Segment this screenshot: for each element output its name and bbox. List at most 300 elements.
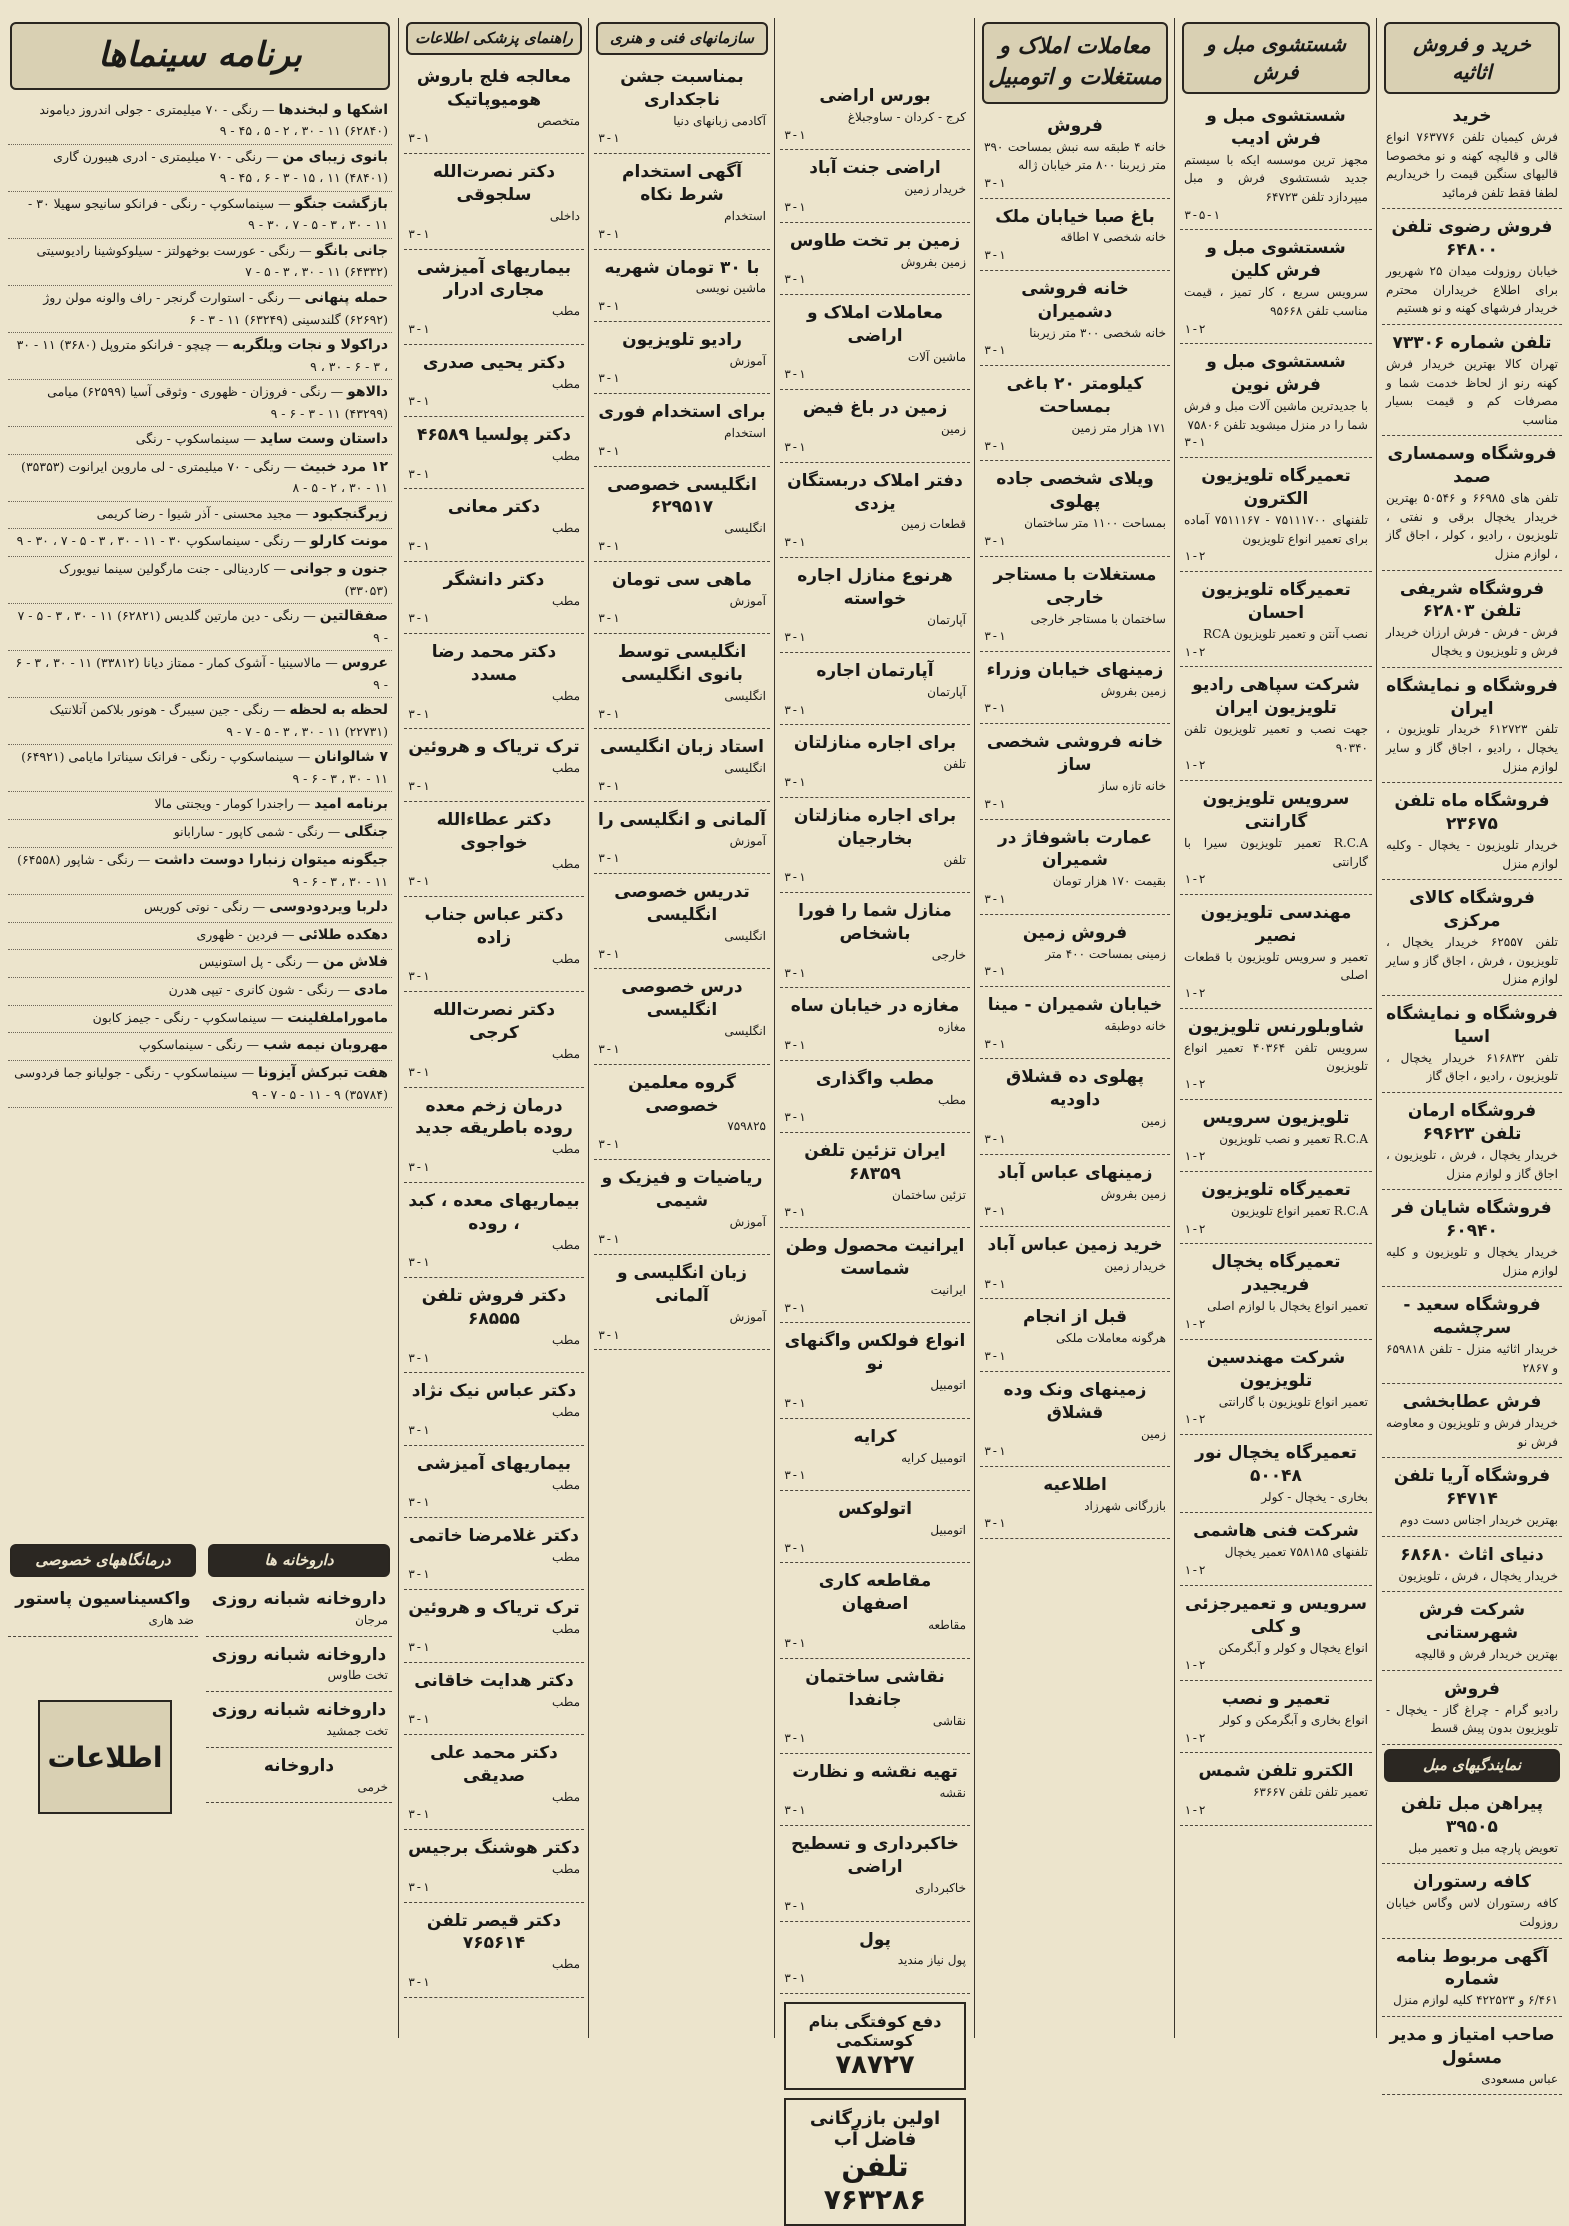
ad-meta: ۳-۱ (598, 1041, 620, 1056)
ad-title: بمناسبت جشن ناجکداری (620, 67, 744, 110)
ad-meta: ۳-۱ (784, 127, 806, 142)
ad-body: خریدار فرش و تلویزیون و معاوضه فرش نو (1386, 1416, 1558, 1449)
cinema-details: مالاسینیا - آشوک کمار - ممتاز دیانا (۳۳۸۱۲) ۱۱ - ۳۰ ، ۳ - ۶ - ۹ (15, 655, 388, 692)
ad-item (1382, 1790, 1562, 1864)
ad-body: مطب (551, 1789, 580, 1804)
cinema-film-title: دلربا ویردودوسی (269, 898, 388, 915)
ad-title: شرکت فنی هاشمی (1193, 1521, 1359, 1542)
ad-title: برای استخدام فوری (598, 402, 766, 423)
cinema-listing: هفت تبرکش آیزونا — سینماسکوپ - رنگی - جولیانو جما فردوسی (۳۵۷۸۴) ۹ - ۱۱ - ۵ - ۷ - ۹ (8, 1061, 392, 1108)
ad-body: بقیمت ۱۷۰ هزار تومان (1052, 874, 1166, 889)
ad-title: دکتر قیصر تلفن ۷۶۵۶۱۴ (426, 1910, 562, 1954)
ad-title: فروشگاه شایان فر ۶۰۹۴۰ (1392, 1198, 1552, 1242)
ad-meta: ۳-۱ (408, 394, 430, 409)
ad-item (404, 1667, 584, 1735)
cinema-listing: دراکولا و نجات ویلگربه — چیچو - فرانکو متروپل (۳۶۸۰) ۱۱ - ۳۰ ، ۳ - ۶ - ۳۰ ، ۹ (8, 333, 392, 380)
ad-item (1180, 1590, 1372, 1681)
ad-body: مطب (551, 1142, 580, 1157)
ad-item (980, 1063, 1170, 1154)
ad-title: ویلای شخصی جاده پهلوی (996, 469, 1154, 513)
cinema-listing: داستان وست ساید — سینماسکوپ - رنگی (8, 427, 392, 455)
ad-title: سرویس و تعمیرجزئی و کلی (1185, 1593, 1367, 1637)
cinema-details: فردین - ظهوری (196, 926, 279, 942)
ad-item (404, 1907, 584, 1998)
ad-item (1382, 1388, 1562, 1458)
ad-item (404, 421, 584, 489)
cinema-listing: ۷ شالوانان — سینماسکوپ - رنگی - فرانک سیناترا مایامی (۶۴۹۲۱) ۱۱ - ۳۰ ، ۳ - ۶ - ۹ (8, 745, 392, 792)
ad-meta: ۱-۲ (1184, 1316, 1206, 1331)
ad-body: تعویض پارچه مبل و تعمیر مبل (1408, 1840, 1558, 1855)
ad-body: مطب (551, 1862, 580, 1877)
ad-body: خریدار یخچال و تلویزیون و کلیه لوازم منزل (1386, 1244, 1558, 1278)
ad-body: مطب (551, 856, 580, 871)
clinic-column (8, 1540, 198, 2038)
ad-title: داروخانه (263, 1755, 335, 1776)
ad-body: آموزش (729, 1214, 766, 1229)
ad-title: فروش رضوی تلفن ۶۴۸۰۰ (1391, 217, 1553, 261)
cinema-details: رنگی - ۷۰ میلیمتری - لی ماروین ایرانوت (۳۵۳۵۳) ۱۱ - ۳۰ ، ۲ - ۵ - ۸ (21, 458, 388, 496)
ad-meta: ۳-۱ (408, 1255, 430, 1270)
ad-meta: ۳-۱ (598, 1232, 620, 1247)
cinema-film-title: مادی (354, 981, 388, 998)
ad-body: انگلیسی (724, 761, 766, 776)
ad-title: خانه فروشی شخصی ساز (986, 732, 1164, 776)
ad-title: آلمانی و انگلیسی را (598, 809, 766, 830)
ad-title: فروشگاه ارمان تلفن ۶۹۶۲۳ (1407, 1101, 1537, 1144)
cinema-film-title: ۷ شالوانان (314, 749, 388, 766)
ad-meta: ۳-۱ (408, 874, 430, 889)
ad-meta: ۳-۱ (984, 891, 1006, 906)
ad-meta: ۳-۱ (784, 1971, 806, 1986)
column-rule (1174, 18, 1175, 2038)
ad-body: تعمیر انواع تلویزیون با گارانتی (1218, 1394, 1368, 1409)
ad-meta: ۳-۱ (784, 774, 806, 789)
middle-list (780, 82, 970, 1994)
ad-meta: ۳-۱ (784, 1468, 806, 1483)
ad-item (8, 1585, 198, 1637)
ad-meta: ۳-۱ (784, 272, 806, 287)
ad-title: دکتر دانشگر (443, 569, 545, 590)
ad-meta: ۳-۱ (784, 367, 806, 382)
cinema-details: رنگی - فروزان - ظهوری - وثوقی آسیا (۶۲۵۹۹) میامی (۴۳۲۹۹) ۱۱ - ۳ - ۶ - ۹ (47, 383, 388, 421)
ad-body: مطب (551, 951, 580, 966)
cinema-film-title: مونت کارلو (310, 533, 388, 550)
ad-meta: ۳-۱ (784, 199, 806, 214)
ad-meta: ۳-۱ (784, 965, 806, 980)
ad-body: فرش - فرش - فرش ارزان خریدار فرش و تلویزیون و یخچال (1386, 625, 1558, 658)
column-rule (398, 18, 399, 2038)
cinema-details: سینماسکوپ - رنگی (135, 431, 240, 447)
ad-title: تعمیرگاه یخچال نور ۵۰۰۴۸ (1195, 1442, 1357, 1486)
ad-meta: ۳-۱ (984, 701, 1006, 716)
ad-item (780, 1065, 970, 1133)
ad-body: مطب (551, 304, 580, 319)
ad-meta: ۳-۱ (984, 1444, 1006, 1459)
ad-title: هرنوع منازل اجاره خواسته (797, 565, 953, 609)
cinema-film-title: دراکولا و نجات ویلگربه (232, 336, 388, 353)
ad-title: آگهی مربوط بنامه شماره (1395, 1946, 1549, 1990)
cinema-film-title: بازگشت جنگو (294, 195, 388, 212)
ad-item (1382, 1596, 1562, 1670)
ad-body: بمساحت ۱۱۰۰ متر ساختمان (1024, 516, 1166, 531)
ad-body: مطب (551, 1405, 580, 1420)
ad-title: استاد زبان انگلیسی (600, 737, 764, 758)
ad-body: زمین (1141, 1426, 1166, 1441)
ad-title: رادیو تلویزیون (622, 329, 742, 350)
cinema-listing: صفقالتین — رنگی - دین مارتین گلدیس (۶۲۸۲۱) ۱۱ - ۳۰ ، ۳ - ۵ - ۷ - ۹ (8, 604, 392, 651)
ad-title: تدریس خصوصی انگلیسی (614, 882, 750, 925)
ad-body: مطب (937, 1092, 966, 1107)
ad-body: مطب (551, 1622, 580, 1637)
ad-meta: ۳-۱ (598, 538, 620, 553)
ad-item (404, 1377, 584, 1445)
ad-meta: ۱-۲ (1184, 321, 1206, 336)
ad-title: فروشگاه وسمساری صمد (1387, 444, 1557, 488)
ad-item (780, 1926, 970, 1994)
ad-item (780, 154, 970, 222)
ad-meta: ۳-۱ (598, 443, 620, 458)
ad-body: خرمی (357, 1779, 388, 1794)
ad-title: منازل شما را فورا باشخاص (798, 901, 952, 944)
ad-item (1180, 348, 1372, 458)
ad-title: آگهی استخدام شرط نکاه (622, 162, 742, 206)
school-list (594, 63, 770, 1350)
ad-meta: ۳-۱ (408, 969, 430, 984)
ad-item (780, 992, 970, 1060)
ad-title: برای اجاره منازلتان (793, 733, 957, 754)
ad-body: قطعات زمین (900, 517, 966, 532)
ad-meta: ۳-۱ (408, 1639, 430, 1654)
ad-title: واکسیناسیون پاستور (15, 1589, 191, 1609)
ad-title: دکتر نصرت‌الله کرجی (432, 1000, 556, 1044)
ad-item (780, 1495, 970, 1563)
ad-body: عباس مسعودی (1481, 2071, 1558, 2086)
ad-body: خریدار یخچال ، فرش ، تلویزیون (1398, 1568, 1558, 1583)
ad-title: دکتر عباس جناب زاده (424, 904, 564, 948)
ad-title: فروشگاه سعید - سرچشمه (1403, 1295, 1541, 1339)
ad-body: ۷۵۹۸۲۵ (727, 1119, 766, 1134)
ad-title: تعمیر و نصب (1221, 1689, 1331, 1710)
ad-body: کافه رستوران لاس وگاس خیابان روزولت (1386, 1896, 1558, 1929)
ad-item (980, 1376, 1170, 1467)
ad-item (404, 1522, 584, 1590)
ad-item (980, 112, 1170, 199)
cinema-film-title: ماموراملفلینت (287, 1009, 388, 1026)
ad-title: بورس اراضی (819, 86, 931, 106)
ad-body: تعمیر تلفن تلفن ۶۳۶۶۷ (1252, 1785, 1368, 1800)
ad-body: تلفنهای ۷۵۱۱۱۷۰۰ - ۷۵۱۱۱۶۷ آماده برای تعمیر انواع تلویزیون (1184, 513, 1368, 546)
ad-item (404, 996, 584, 1087)
ad-body: انگلیسی (724, 688, 766, 703)
ad-meta: ۳-۱ (984, 629, 1006, 644)
ad-body: بازرگانی شهرزاد (1084, 1498, 1166, 1513)
ad-title: شاوبلورنس تلویزیون (1187, 1016, 1365, 1037)
ad-meta: ۳-۱ (408, 1712, 430, 1727)
cinema-listing: اشکها و لبخندها — رنگی - ۷۰ میلیمتری - جولی اندروز دیاموند (۶۲۸۴۰) ۱۱ - ۳۰ ، ۲ - ۵ ، ۴۵ - ۹ (8, 98, 392, 145)
ad-item (404, 566, 584, 634)
cinema-details: چیچو - فرانکو متروپل (۳۶۸۰) ۱۱ - ۳۰ ، ۳ - ۶ - ۳۰ ، ۹ (16, 336, 388, 374)
ad-title: ایرانیت محصول وطن شماست (785, 1236, 965, 1280)
ad-body: خریدار زمین (904, 182, 966, 197)
ad-title: تعمیرگاه تلویزیون الکترون (1201, 466, 1351, 510)
ad-title: زمینهای ونک وده قشلاق (1003, 1379, 1147, 1423)
ad-body: تلفن (943, 852, 966, 867)
ad-title: بیماریهای معده ، کبد ، روده (408, 1190, 580, 1234)
cinema-film-title: جنگلی (344, 824, 388, 841)
cinema-details: سینماسکوپ - رنگی - فرانکو سانیجو سهیلا ۳۰ - ۱۱ - ۳۰ ، ۳ - ۵ - ۷ ، ۳۰ - ۹ (28, 195, 388, 233)
ad-item (206, 1641, 392, 1693)
ad-meta: ۳-۱ (784, 1803, 806, 1818)
ad-body: خریدار اثاثیه منزل - تلفن ۶۵۹۸۱۸ و ۲۸۶۷ (1386, 1342, 1558, 1375)
schools-column (594, 18, 770, 2038)
ad-body: زمین بفروش (1100, 1186, 1166, 1201)
dafkovanti-title: دفع کوفتگی بنام کوستکمی (808, 2011, 942, 2050)
ad-body: اتومبیل کرایه (901, 1450, 966, 1465)
ad-item (1382, 1541, 1562, 1593)
ad-item (780, 299, 970, 390)
ad-meta: ۳-۱ (984, 438, 1006, 453)
ad-meta: ۳-۱ (984, 248, 1006, 263)
cinema-details: رنگی - ۷۰ میلیمتری - جولی اندروز دیاموند (۶۲۸۴۰) ۱۱ - ۳۰ ، ۲ - ۵ ، ۴۵ - ۹ (39, 101, 388, 139)
ad-meta: ۳-۱ (408, 1567, 430, 1582)
ad-body: تلفن ۶۲۵۵۷ خریدار یخچال ، تلویزیون ، فرش ، اجاق گاز و سایر لوازم منزل (1386, 935, 1558, 987)
ad-body: آکادمی زبانهای دنیا (673, 113, 766, 128)
cinema-film-title: زیرگنجکبود (312, 505, 388, 522)
ad-body: استخدام (724, 426, 766, 441)
ad-body: ساختمان با مستاجر خارجی (1030, 611, 1166, 626)
ad-title: قبل از انجام (1022, 1307, 1127, 1328)
ad-title: برای اجاره منازلتان بخارجیان (793, 805, 957, 849)
ad-body: مجهز ترین موسسه ایکه با سیستم جدید شستشوی فرش و مبل میپردازد تلفن ۶۴۷۲۳ (1184, 152, 1368, 205)
ad-meta: ۱-۲ (1184, 986, 1206, 1001)
footer-list (1382, 1943, 1562, 2096)
cinema-details: رنگی - جین سیبرگ - هونور بلاکمن آتلانتیک (۲۲۷۳۱) ۱۱ - ۳۰ ، ۳ - ۵ - ۷ - ۹ (49, 702, 388, 740)
ad-body: اتومبیل (930, 1523, 966, 1538)
ad-title: آپارتمان اجاره (816, 661, 934, 682)
clinic-list (8, 1585, 198, 1637)
ad-title: فروشگاه و نمایشگاه اسیا (1386, 1003, 1558, 1047)
cinema-column (8, 18, 392, 1538)
ad-body: ایرانیت (930, 1283, 966, 1298)
cinema-film-title: مهروبان نیمه شب (263, 1037, 388, 1054)
ad-item (980, 824, 1170, 915)
ad-meta: ۳-۱ (598, 371, 620, 386)
ad-item (594, 398, 770, 466)
ad-item (1180, 1439, 1372, 1513)
cinema-details: رنگی - نوتی کوریس (143, 898, 249, 914)
ad-item (404, 1594, 584, 1662)
ad-meta: ۱-۲ (1184, 1658, 1206, 1673)
cinema-listing: بازگشت جنگو — سینماسکوپ - رنگی - فرانکو سانیجو سهیلا ۳۰ - ۱۱ - ۳۰ ، ۳ - ۵ - ۷ ، ۳۰ - ۹ (8, 192, 392, 239)
cinema-film-title: صفقالتین (319, 608, 388, 625)
cinema-details: رنگی - سینماسکوپ (138, 1037, 243, 1053)
ad-body: آپارتمان (927, 685, 966, 700)
ad-title: باغ صبا خیابان ملک (995, 206, 1155, 227)
ad-item (1180, 462, 1372, 572)
cinema-listing: فلاش من — رنگی - پل استونیس (8, 950, 392, 978)
ad-meta: ۳-۱ (598, 1327, 620, 1342)
ad-item (1382, 575, 1562, 668)
ad-title: دکتر فروش تلفن ۶۸۵۵۵ (421, 1286, 567, 1329)
ad-title: فروش (1444, 1678, 1500, 1699)
ad-item (1382, 2021, 1562, 2095)
ad-item (1180, 1248, 1372, 1339)
cinema-listing: زیرگنجکبود — مجید محسنی - آذر شیوا - رضا کریمی (8, 502, 392, 530)
ad-body: خانه دوطبقه (1104, 1019, 1166, 1034)
ad-item (1382, 1943, 1562, 2017)
ad-body: انگلیسی (724, 928, 766, 943)
ad-item (980, 1471, 1170, 1539)
ad-title: خرید زمین عباس آباد (987, 1235, 1163, 1256)
ad-title: پول (859, 1929, 891, 1950)
ad-meta: ۱-۲ (1184, 758, 1206, 773)
ad-meta: ۳-۱ (598, 778, 620, 793)
ad-body: آموزش (729, 1309, 766, 1324)
ad-body: ۶/۴۶۱ و ۴۲۲۵۲۳ کلیه لوازم منزل (1393, 1993, 1558, 2008)
ad-meta: ۱-۲ (1184, 872, 1206, 887)
laundry-column (1180, 18, 1372, 2038)
cinema-details: رنگی - شمی کاپور - سارابانو (173, 824, 324, 840)
ad-item (1382, 884, 1562, 996)
ad-body: تهران کالا بهترین خریدار فرش کهنه رنو از لحاظ خدمت شما و مصرفات کم و قیمت بسیار مناسب (1386, 356, 1558, 427)
ad-body: سرویس سریع ، کار تمیز ، قیمت مناسب تلفن ۹۵۶۶۸ (1184, 285, 1368, 318)
ad-title: تهیه نقشه و نظارت (792, 1761, 958, 1782)
ad-item (594, 326, 770, 394)
ad-meta: ۱-۲ (1184, 1562, 1206, 1577)
ad-item (1180, 899, 1372, 1009)
ad-item (1180, 102, 1372, 230)
ad-title: زبان انگلیسی و آلمانی (617, 1263, 747, 1307)
ad-item (594, 254, 770, 322)
ad-item (206, 1585, 392, 1637)
ad-item (404, 638, 584, 729)
ad-item (404, 1187, 584, 1278)
cinema-film-title: دهکده طلائی (298, 926, 388, 943)
ad-title: ترک تریاک و هروئین (408, 737, 580, 758)
ad-item (780, 1663, 970, 1754)
ad-meta: ۳-۱ (784, 1300, 806, 1315)
cinema-list (8, 98, 392, 1109)
ad-body: خانه ۴ طبقه سه نبش بمساحت ۳۹۰ متر زیربنا ۸۰۰ متر خیابان ژاله (984, 139, 1166, 173)
ad-meta: ۱-۲ (1184, 1149, 1206, 1164)
ad-title: دکتر محمد رضا مسدد (431, 642, 557, 686)
cinema-film-title: جیگونه میتوان زنبارا دوست داشت (154, 851, 388, 868)
ad-meta: ۳-۱ (984, 343, 1006, 358)
ad-title: گروه معلمین خصوصی (628, 1072, 736, 1116)
ad-body: تعمیر انواع یخچال با لوازم اصلی (1207, 1299, 1368, 1314)
ad-title: کیلومتر ۲۰ باغی بمساحت (1006, 374, 1144, 418)
ad-body: مطب (551, 1332, 580, 1347)
medical-column (404, 18, 584, 2038)
ad-body: انواع یخچال و کولر و آبگرمکن (1218, 1640, 1368, 1655)
ettelaat-logo: اطلاعات (47, 1740, 163, 1774)
ad-title: ایران تزئین تلفن ۶۸۳۵۹ (804, 1140, 946, 1184)
cinema-listing: جیگونه میتوان زنبارا دوست داشت — رنگی - شاپور (۶۴۵۵۸) ۱۱ - ۳۰ ، ۳ - ۶ - ۹ (8, 848, 392, 895)
ad-title: شستشوی مبل و فرش نوین (1206, 352, 1346, 396)
cinema-listing: مهروبان نیمه شب — رنگی - سینماسکوپ (8, 1033, 392, 1061)
ad-item (1382, 787, 1562, 880)
middle-column (780, 18, 970, 2216)
ad-meta: ۳-۱ (784, 439, 806, 454)
cinema-film-title: دالاهو (347, 383, 388, 400)
ad-item (780, 1137, 970, 1228)
ad-item (1180, 1517, 1372, 1585)
ettelaat-logo-box (38, 1700, 172, 1814)
ad-meta: ۳-۱ (784, 1898, 806, 1913)
realestate-column (980, 18, 1170, 2038)
cinema-film-title: لحظه به لحظه (289, 702, 388, 719)
ad-item (594, 1069, 770, 1160)
ad-body: R.C.A تعمیر و نصب تلویزیون (1219, 1131, 1368, 1146)
ad-meta: ۳-۱ (984, 1131, 1006, 1146)
ad-item (1382, 102, 1562, 209)
cinema-listing: دهکده طلائی — فردین - ظهوری (8, 923, 392, 951)
ad-item (594, 1259, 770, 1350)
ad-meta: ۳-۱ (784, 1731, 806, 1746)
ad-item (404, 1450, 584, 1518)
cinema-details: راجندرا کومار - ویجنتی مالا (154, 796, 294, 812)
ad-meta: ۳-۱ (984, 796, 1006, 811)
cinema-details: رنگی - عورست بوخهولتز - سیلوکوشینا رادیوسیتی (۶۴۳۳۲) ۱۱ - ۳۰ ، ۳ - ۵ - ۷ (36, 242, 388, 280)
ad-item (1180, 1176, 1372, 1244)
furniture-banner: نمایندگیهای مبل (1384, 1749, 1560, 1782)
ad-body: خاکبرداری (915, 1881, 966, 1896)
ad-item (404, 1092, 584, 1183)
ad-title: مغازه در خیابان ساه (790, 996, 960, 1017)
ad-title: دکتر یحیی صدری (422, 352, 566, 373)
ad-body: تزئین ساختمان (891, 1187, 966, 1202)
ad-body: نقشه (939, 1785, 966, 1800)
bazargani-box (784, 2098, 966, 2226)
ad-body: تعمیر و سرویس تلویزیون با قطعات اصلی (1184, 949, 1368, 983)
ad-meta: ۳-۱ (784, 702, 806, 717)
ad-title: نقاشی ساختمان جانفدا (805, 1666, 945, 1710)
ad-item (404, 1739, 584, 1830)
ad-title: داروخانه شبانه روزی (211, 1644, 387, 1665)
ad-title: درمان زخم معده روده باطریقه جدید (415, 1095, 573, 1139)
ad-body: انگلیسی (724, 521, 766, 536)
ad-title: سرویس تلویزیون گارانتی (1202, 789, 1350, 833)
ad-body: خریدار یخچال ، فرش ، تلویزیون ، اجاق گاز و لوازم منزل (1386, 1147, 1558, 1181)
ad-body: مطب (551, 1047, 580, 1062)
cinema-listing: مونت کارلو — رنگی - سینماسکوپ ۳۰ - ۱۱ - ۳۰ ، ۳ - ۵ - ۷ ، ۳۰ - ۹ (8, 529, 392, 557)
ad-meta: ۱-۲ (1184, 644, 1206, 659)
cinema-film-title: فلاش من (322, 954, 388, 971)
ad-item (404, 63, 584, 154)
cinema-details: رنگی - شون کانری - تیپی هدرن (168, 981, 334, 997)
ad-body: کرج - کردان - ساوجبلاغ (847, 109, 966, 124)
ad-meta: ۳-۱ (784, 1540, 806, 1555)
cinema-listing: جنگلی — رنگی - شمی کاپور - سارابانو (8, 820, 392, 848)
ad-body: آموزش (729, 593, 766, 608)
ad-item (1382, 440, 1562, 570)
ad-title: خرید (1452, 106, 1492, 126)
ad-item (780, 562, 970, 653)
ad-body: بخاری - یخچال - کولر (1261, 1489, 1368, 1504)
ad-meta: ۳-۱ (408, 1495, 430, 1510)
cinema-listing: بانوی زیبای من — رنگی - ۷۰ میلیمتری - ادری هیبورن گاری (۴۸۴۰۱) ۱۱ ، ۱۵ - ۳ - ۶ ، ۴۵ - ۹ (8, 145, 392, 192)
cinema-details: سینماسکوپ - رنگی - جولیانو جما فردوسی (۳۵۷۸۴) ۹ - ۱۱ - ۵ - ۷ - ۹ (14, 1065, 388, 1102)
ad-title: خیابان شمیران - مینا (987, 995, 1163, 1016)
ad-item (404, 733, 584, 801)
cinema-banner: برنامه سینماها (10, 22, 390, 90)
ad-body: نصب آنتن و تعمیر تلویزیون RCA (1203, 626, 1368, 641)
ad-body: تخت جمشید (326, 1724, 388, 1738)
ad-title: زمین بر تخت طاوس (789, 230, 961, 251)
ad-item (1382, 672, 1562, 784)
ad-meta: ۳-۱ (598, 611, 620, 626)
cinema-listing: مادی — رنگی - شون کانری - تیپی هدرن (8, 978, 392, 1006)
